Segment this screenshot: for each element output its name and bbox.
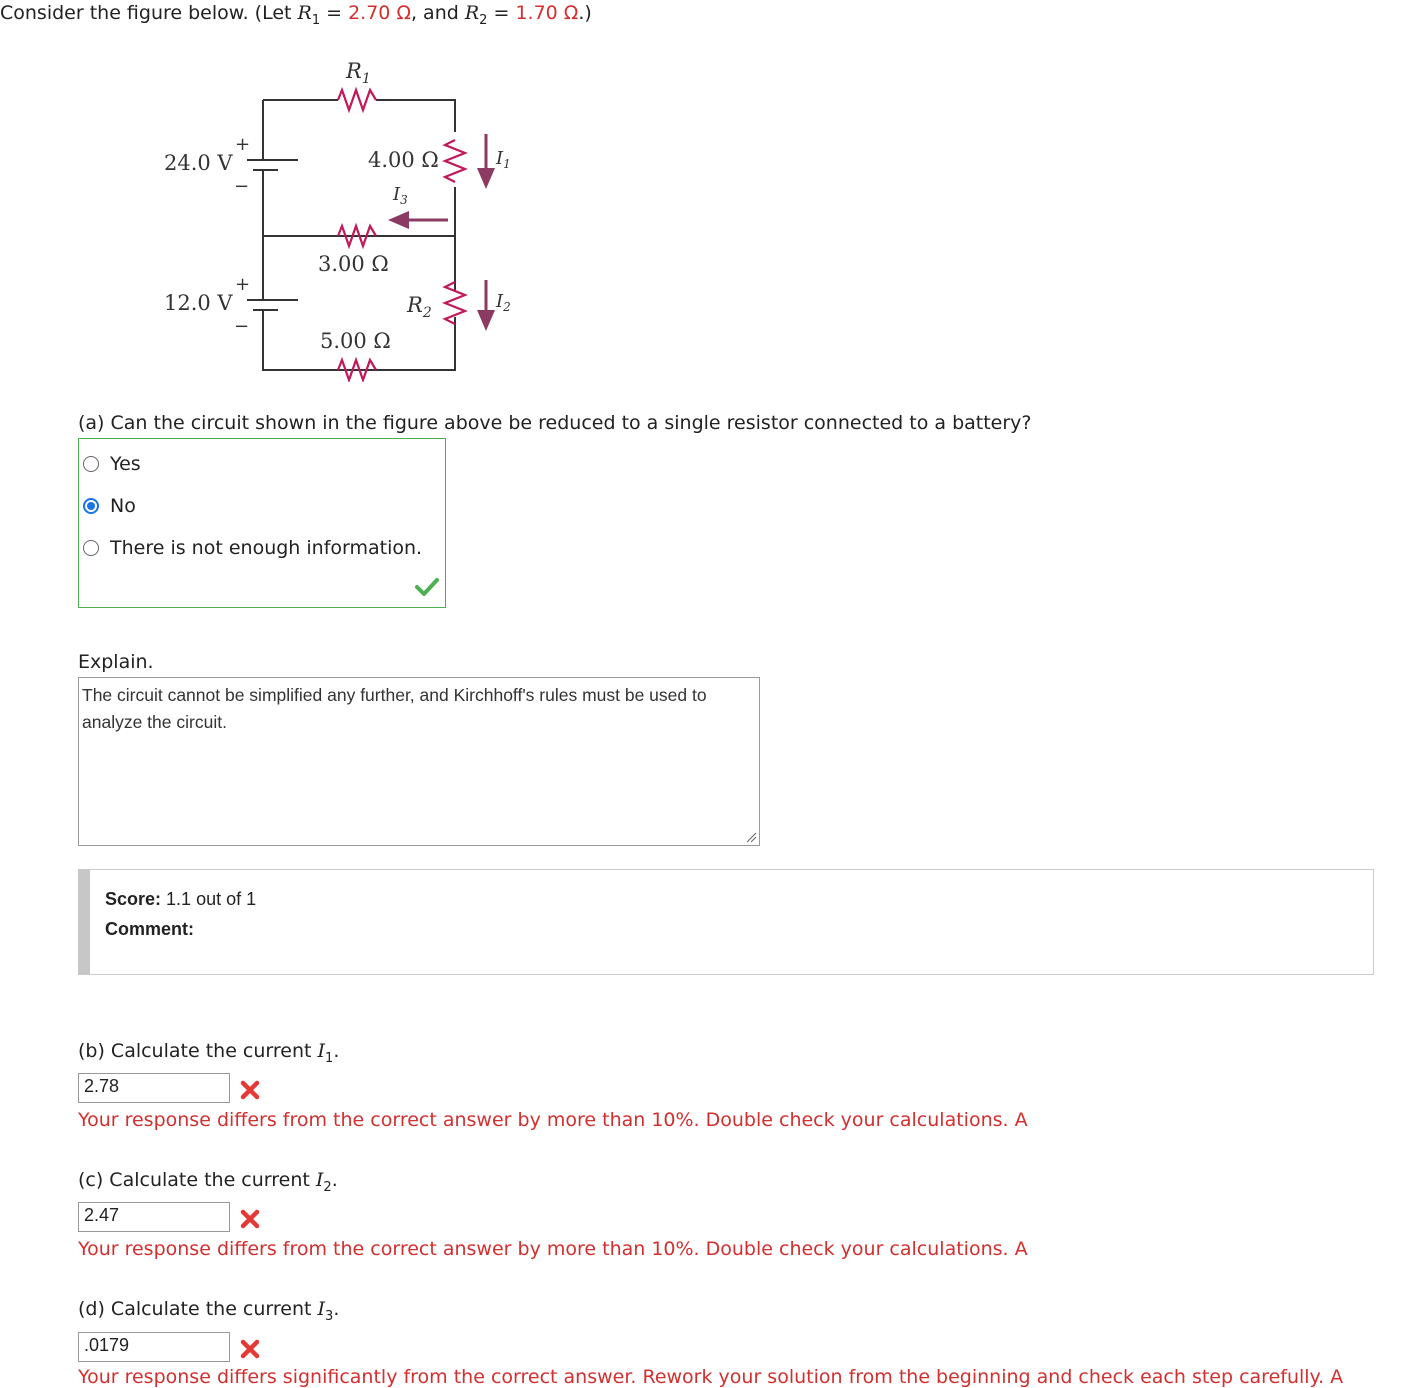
minus-12v: − (234, 316, 250, 337)
comment-label: Comment: (105, 919, 194, 939)
answer-input-d[interactable]: .0179 (78, 1332, 230, 1362)
r2-value: 1.70 Ω (515, 2, 579, 24)
incorrect-x-icon (239, 1208, 261, 1230)
explain-label: Explain. (78, 651, 154, 673)
question-b: (b) Calculate the current $I_1$. (78, 1040, 340, 1066)
option-yes[interactable]: Yes (83, 453, 141, 475)
label-r1: $R_1$ (346, 59, 371, 87)
resize-grip-icon[interactable] (745, 831, 757, 843)
feedback-c: Your response differs from the correct answer by more than 10%. Double check your calculations. A (78, 1238, 1028, 1260)
plus-12v: + (235, 274, 251, 295)
radio-not-enough-info[interactable] (83, 540, 99, 556)
problem-intro: Consider the figure below. (Let $R_1 = 2.70$ Ω, and $R_2 = 1.70$ Ω.) (0, 2, 592, 28)
answer-input-c[interactable]: 2.47 (78, 1202, 230, 1232)
radio-yes[interactable] (83, 456, 99, 472)
question-d: (d) Calculate the current $I_3$. (78, 1298, 340, 1324)
r1-symbol: R (297, 2, 312, 24)
r2-symbol: R (464, 2, 480, 24)
question-a: (a) Can the circuit shown in the figure above be reduced to a single resistor connected to a battery? (78, 412, 1032, 434)
r1-value: 2.70 Ω (348, 2, 411, 24)
plus-24v: + (235, 134, 251, 155)
score-panel (78, 869, 1374, 975)
resistor-4ohm (445, 140, 465, 182)
minus-24v: − (234, 176, 250, 197)
score-line: Score: 1.1 out of 1 (105, 889, 257, 909)
correct-check-icon (415, 577, 439, 597)
option-not-enough-info[interactable]: There is not enough information. (83, 537, 422, 559)
feedback-b: Your response differs from the correct answer by more than 10%. Double check your calculations. A (78, 1109, 1028, 1131)
incorrect-x-icon (239, 1338, 261, 1360)
label-24v: 24.0 V (164, 151, 233, 175)
circuit-diagram (150, 52, 530, 382)
radio-no[interactable] (83, 498, 99, 514)
feedback-d: Your response differs significantly from the correct answer. Rework your solution from the beginning and check each step carefully. A (78, 1366, 1344, 1388)
answer-input-b[interactable]: 2.78 (78, 1073, 230, 1103)
resistor-r1 (338, 90, 376, 110)
incorrect-x-icon (239, 1079, 261, 1101)
label-4ohm: 4.00 Ω (368, 148, 439, 172)
score-value: 1.1 out of 1 (166, 889, 257, 909)
question-c: (c) Calculate the current $I_2$. (78, 1169, 338, 1195)
label-3ohm: 3.00 Ω (318, 252, 389, 276)
label-i2: $I_2$ (496, 291, 511, 314)
answer-choices-a (78, 438, 446, 608)
explain-textarea[interactable]: The circuit cannot be simplified any further, and Kirchhoff's rules must be used to analyze the circuit. (78, 677, 760, 846)
option-no[interactable]: No (83, 495, 136, 517)
label-r2: $R_2$ (407, 293, 432, 321)
label-12v: 12.0 V (164, 291, 233, 315)
label-5ohm: 5.00 Ω (320, 329, 391, 353)
label-i1: $I_1$ (496, 148, 511, 171)
label-i3: $I_3$ (393, 184, 408, 207)
